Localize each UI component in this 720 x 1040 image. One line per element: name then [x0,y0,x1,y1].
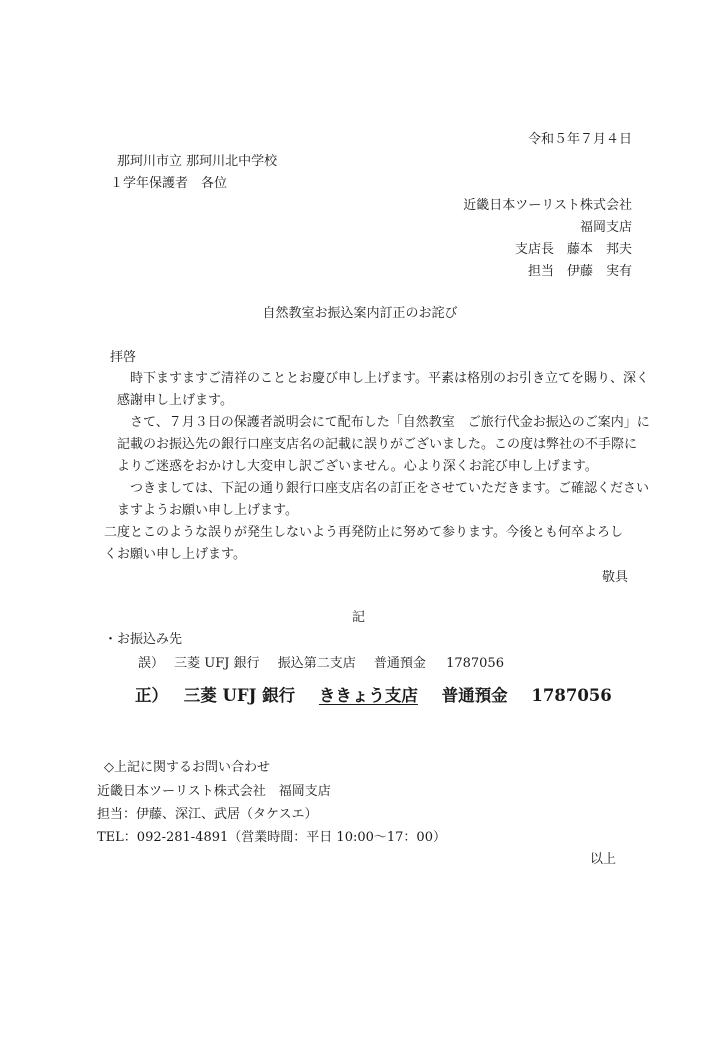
inquiry-company: 近畿日本ツーリスト株式会社 福岡支店 [97,784,331,799]
inquiry-staff: 担当：伊藤、深江、武居（タケスエ） [97,807,318,822]
sender-branch: 福岡支店 [579,220,632,235]
body-line: よりご迷惑をおかけし大変申し訳ございません。心より深くお詫び申し上げます。 [117,459,598,474]
wrong-branch: 振込第二支店 [277,656,356,671]
date: 令和５年７月４日 [527,132,632,147]
body-line: 時下ますますご清祥のこととお慶び申し上げます。平素は格別のお引き立てを賜り、深く [117,371,649,386]
wrong-transfer-line [138,652,504,671]
greeting-close: 敬具 [601,570,628,585]
body-line: 感謝申し上げます。 [117,393,233,408]
transfer-heading: ・お振込み先 [104,632,183,647]
correct-account-type: 普通預金 [441,686,508,705]
wrong-bank: 三菱 UFJ 銀行 [174,656,260,671]
document-title: 自然教室お振込案内訂正のお詫び [262,306,458,321]
body-line: 二度とこのような誤りが発生しないよう再発防止に努めて参ります。今後とも何卒よろし [104,525,623,540]
body-line: さて、７月３日の保護者説明会にて配布した「自然教室 ご旅行代金お振込のご案内」に [117,415,650,430]
body-line: つきましては、下記の通り銀行口座支店名の訂正をさせていただきます。ご確認ください [117,481,649,496]
recipient-school: 那珂川市立 那珂川北中学校 [117,154,278,169]
correct-branch: ききょう支店 [318,686,418,705]
correct-account-number: 1787056 [531,686,612,705]
wrong-account-type: 普通預金 [373,656,426,671]
inquiry-heading: ◇上記に関するお問い合わせ [104,760,270,775]
body-line: くお願い申し上げます。 [104,547,246,562]
sender-manager: 支店長 藤本 邦夫 [514,242,632,257]
greeting-open: 拝啓 [110,350,137,365]
ki-heading: 記 [352,610,366,625]
body-line: 記載のお振込先の銀行口座支店名の記載に誤りがございました。この度は弊社の不手際に [117,437,638,452]
sender-company: 近畿日本ツーリスト株式会社 [463,198,632,213]
body-line: ますようお願い申し上げます。 [117,503,298,518]
correct-transfer-line [135,682,612,706]
correct-tag: 正） [135,686,168,705]
correct-bank: 三菱 UFJ 銀行 [183,686,296,705]
inquiry-tel: TEL：092-281-4891（営業時間：平日 10:00～17：00） [97,830,446,845]
closing: 以上 [589,852,616,867]
recipient-audience: １学年保護者 各位 [110,176,228,191]
wrong-account-number: 1787056 [446,656,504,671]
sender-contact: 担当 伊藤 実有 [527,264,632,279]
wrong-tag: 誤） [138,656,165,671]
